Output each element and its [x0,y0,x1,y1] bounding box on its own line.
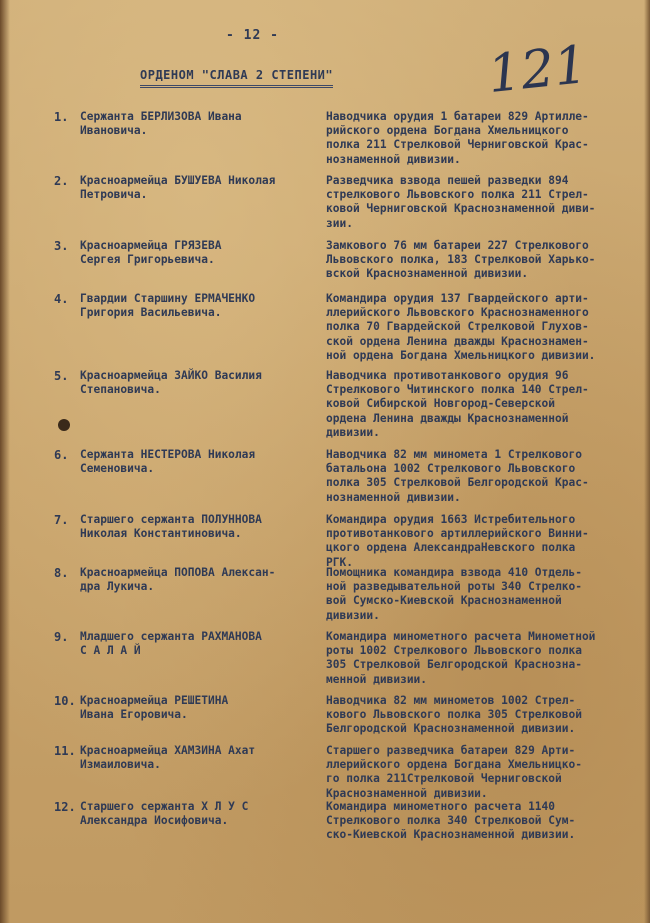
page-edge-left [0,0,10,923]
recipient-position: Старшего разведчика батареи 829 Арти- ллерийского ордена Богдана Хмельницко- го полка 211Стрелковой Черниговской Краснознаменной дивизии. [326,744,582,800]
entry-number: 3. [54,239,69,253]
entry-number: 7. [54,513,69,527]
entry-number: 12. [54,800,76,814]
entry-number: 11. [54,744,76,758]
recipient-name: Сержанта НЕСТЕРОВА Николая Семеновича. [80,448,256,475]
entry-number: 1. [54,110,69,124]
recipient-name: Гвардии Старшину ЕРМАЧЕНКО Григория Васильевича. [80,292,256,319]
recipient-position: Замкового 76 мм батареи 227 Стрелкового Львовского полка, 183 Стрелковой Харько- вской Краснознаменной дивизии. [326,239,596,281]
entry-number: 2. [54,174,69,188]
recipient-position: Командира минометного расчета Минометной роты 1002 Стрелкового Львовского полка 305 Стрелковой Белгородской Краснозна- менной дивизии. [326,630,596,686]
entry-number: 5. [54,369,69,383]
recipient-position: Командира орудия 1663 Истребительного противотанкового артиллерийского Винни- цкого ордена АлександраНевского полка РГК. [326,513,589,569]
page-number: - 12 - [226,28,279,43]
recipient-position: Командира минометного расчета 1140 Стрелкового полка 340 Стрелковой Сум- ско-Киевской Краснознаменной дивизии. [326,800,576,842]
recipient-position: Командира орудия 137 Гвардейского арти- ллерийского Львовского Краснознаменного полка 70 Гвардейской Стрелковой Глухов- ской ордена Ленина дважды Краснознамен- ной ордена Богдана Хмельницкого дивизии. [326,292,596,362]
recipient-position: Наводчика орудия 1 батареи 829 Артилле- рийского ордена Богдана Хмельницкого полка 211 Стрелковой Черниговской Крас- нознаменной дивизии. [326,110,589,166]
recipient-name: Красноармейца РЕШЕТИНА Ивана Егоровича. [80,694,229,721]
recipient-name: Красноармейца ПОПОВА Алексан- дра Лукича. [80,566,276,593]
punch-hole [58,419,70,431]
recipient-position: Наводчика противотанкового орудия 96 Стрелкового Читинского полка 140 Стрел- ковой Сибирской Новгород-Северской ордена Ленина дважды Краснознаменной дивизии. [326,369,589,439]
handwritten-page-number: 121 [485,34,591,106]
entry-number: 10. [54,694,76,708]
recipient-name: Красноармейца ХАМЗИНА Ахат Измаиловича. [80,744,256,771]
entry-number: 4. [54,292,69,306]
entry-number: 9. [54,630,69,644]
recipient-name: Старшего сержанта Х Л У С Александра Иосифовича. [80,800,249,827]
recipient-position: Наводчика 82 мм минометов 1002 Стрел- кового Львовского полка 305 Стрелковой Белгородской Краснознаменной дивизии. [326,694,582,736]
recipient-name: Красноармейца БУШУЕВА Николая Петровича. [80,174,276,201]
entry-number: 6. [54,448,69,462]
recipient-position: Наводчика 82 мм миномета 1 Стрелкового батальона 1002 Стрелкового Львовского полка 305 Стрелковой Белгородской Крас- нознаменной дивизии. [326,448,589,504]
award-heading: ОРДЕНОМ "СЛАВА 2 СТЕПЕНИ" [140,68,333,88]
entry-number: 8. [54,566,69,580]
recipient-name: Младшего сержанта РАХМАНОВА С А Л А Й [80,630,262,657]
recipient-position: Разведчика взвода пешей разведки 894 стрелкового Львовского полка 211 Стрел- ковой Черниговской Краснознаменной диви- зии. [326,174,596,230]
recipient-name: Красноармейца ГРЯЗЕВА Сергея Григорьевича. [80,239,222,266]
recipient-position: Помощника командира взвода 410 Отдель- ной разведывательной роты 340 Стрелко- вой Сумско-Киевской Краснознаменной дивизии. [326,566,582,622]
recipient-name: Сержанта БЕРЛИЗОВА Ивана Ивановича. [80,110,242,137]
recipient-name: Старшего сержанта ПОЛУННОВА Николая Константиновича. [80,513,262,540]
recipient-name: Красноармейца ЗАЙКО Василия Степановича. [80,369,262,396]
